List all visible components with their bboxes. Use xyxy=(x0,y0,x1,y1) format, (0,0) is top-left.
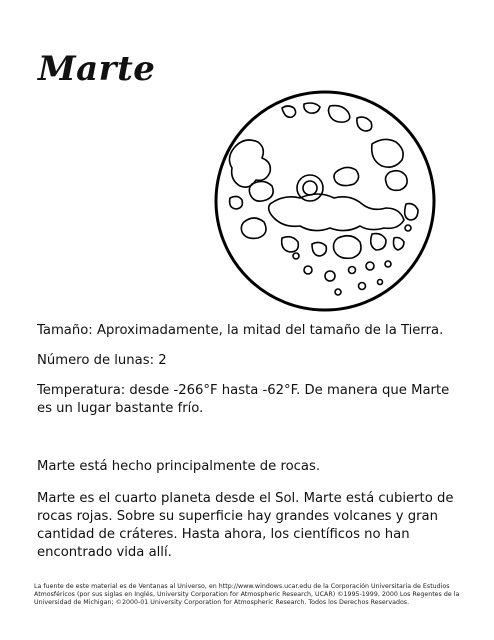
fact-composition: Marte está hecho principalmente de rocas. xyxy=(37,459,321,474)
fact-description: Marte es el cuarto planeta desde el Sol. Marte está cubierto de rocas rojas. Sobre su superficie hay grandes volcanes y gran cantidad de cráteres. Hasta ahora, los científicos no han encontrado vida allí. xyxy=(37,491,454,560)
page-title: Marte xyxy=(38,49,156,89)
mars-illustration xyxy=(212,88,438,314)
fact-size: Tamaño: Aproximadamente, la mitad del tamaño de la Tierra. xyxy=(37,323,444,338)
mars-planet-drawing xyxy=(212,88,438,314)
source-credit: La fuente de este material es de Ventanas al Universo, en http://www.windows.ucar.edu de la Corporación Universitaria de Estudios Atmosféricos (por sus siglas en Inglés, University Corporation for Atmospheric Research, UCAR) ©1995-1999, 2000 Los Regentes de la Universidad de Michigan; ©2000-01 University Corporation for Atmospheric Research. Todos los Derechos Reservados. xyxy=(34,583,460,607)
facts-section xyxy=(37,322,467,562)
fact-moons: Número de lunas: 2 xyxy=(37,353,167,368)
fact-temperature: Temperatura: desde -266°F hasta -62°F. De manera que Marte es un lugar bastante frío. xyxy=(37,383,450,416)
